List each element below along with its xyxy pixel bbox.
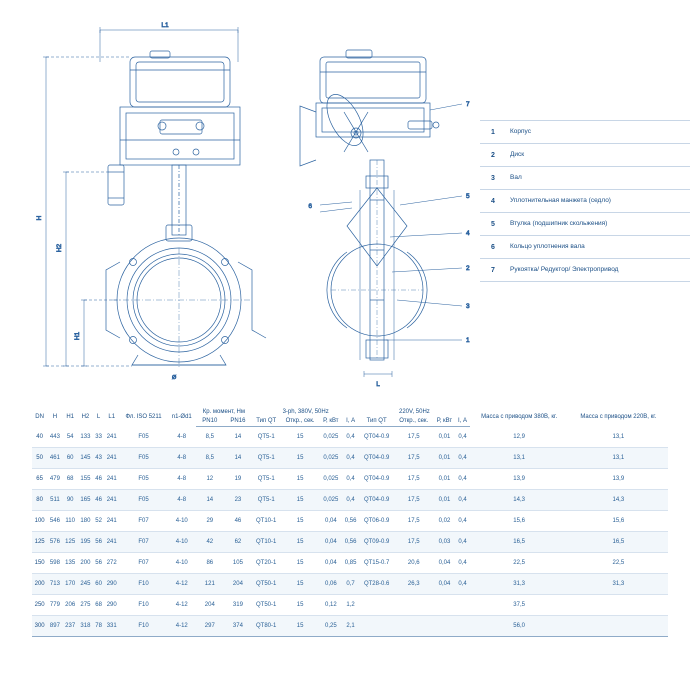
callout-7: 7 [466,101,470,108]
cell-n1: 4-12 [168,574,196,595]
cell-pn16: 46 [224,511,252,532]
legend-item [480,236,690,259]
cell-pn16: 14 [224,448,252,469]
cell-l1: 241 [104,427,119,448]
cell-i-3ph: 1,2 [342,595,359,616]
legend-item [480,190,690,213]
specification-table [32,408,668,637]
cell-mass220: 16,5 [569,532,668,553]
table-row [32,595,668,616]
cell-n1: 4-12 [168,616,196,637]
th-h1: H1 [66,413,74,420]
cell-n1: 4-8 [168,490,196,511]
th-l: L [96,413,101,420]
cell-h: 897 [47,616,62,637]
th-l1: L1 [108,413,116,420]
cell-h2: 318 [78,616,93,637]
cell-otkr-3ph: 15 [280,427,319,448]
cell-l: 68 [93,595,104,616]
cell-h: 546 [47,511,62,532]
cell-flange: F05 [119,469,167,490]
cell-h2: 245 [78,574,93,595]
legend-number: 3 [491,174,495,182]
cell-otkr-3ph: 15 [280,448,319,469]
cell-pn16: 204 [224,574,252,595]
legend [480,120,690,282]
legend-number: 7 [491,266,495,274]
dim-H-label: H [36,215,43,221]
cell-otkr-220 [394,595,433,616]
cell-dn: 65 [32,469,47,490]
cell-qt-3ph: QT20-1 [252,553,280,574]
cell-dn: 50 [32,448,47,469]
table-row [32,511,668,532]
cell-pn16: 14 [224,427,252,448]
cell-otkr-220: 26,3 [394,574,433,595]
cell-flange: F07 [119,553,167,574]
cell-pn10: 29 [196,511,224,532]
cell-p-3ph: 0,04 [320,532,342,553]
cell-pn10: 42 [196,532,224,553]
legend-label: Вал [510,173,522,181]
cell-p-220 [433,616,455,637]
cell-h1: 110 [63,511,78,532]
cell-p-3ph: 0,025 [320,448,342,469]
cell-dn: 100 [32,511,47,532]
cell-mass380: 13,1 [470,448,569,469]
th-dn: DN [35,413,44,420]
dim-bottom-label: Ø [172,375,177,381]
cell-mass380: 22,5 [470,553,569,574]
cell-qt-3ph: QT5-1 [252,427,280,448]
cell-l1: 331 [104,616,119,637]
callout-1: 1 [466,337,470,344]
cell-flange: F07 [119,532,167,553]
cell-otkr-3ph: 15 [280,469,319,490]
cell-mass380: 37,5 [470,595,569,616]
cell-flange: F10 [119,574,167,595]
cell-qt-220: QT09-0.9 [359,532,394,553]
cell-h: 461 [47,448,62,469]
cell-mass380: 14,3 [470,490,569,511]
cell-otkr-3ph: 15 [280,532,319,553]
cell-h1: 90 [63,490,78,511]
th-mass380: Масса с приводом 380В, кг. [481,413,558,420]
cell-mass220: 22,5 [569,553,668,574]
cell-p-3ph: 0,04 [320,553,342,574]
cell-i-220 [456,595,470,616]
cell-pn10: 12 [196,469,224,490]
table-row [32,553,668,574]
cell-h: 576 [47,532,62,553]
legend-number: 1 [491,128,495,136]
th-h2: H2 [81,413,90,420]
cell-l: 56 [93,532,104,553]
legend-label: Корпус [510,127,531,135]
cell-l: 52 [93,511,104,532]
cell-i-220: 0,4 [456,469,470,490]
cell-pn10: 8,5 [196,427,224,448]
cell-mass380: 13,9 [470,469,569,490]
cell-h2: 165 [78,490,93,511]
cell-dn: 150 [32,553,47,574]
cell-qt-3ph: QT10-1 [252,511,280,532]
cell-l1: 241 [104,511,119,532]
cell-dn: 300 [32,616,47,637]
cell-h1: 54 [63,427,78,448]
cell-qt-220: QT06-0.9 [359,511,394,532]
cell-h2: 133 [78,427,93,448]
cell-p-3ph: 0,025 [320,490,342,511]
cell-p-220: 0,04 [433,574,455,595]
dim-L1-label: L1 [161,22,169,29]
cell-p-220: 0,01 [433,427,455,448]
cell-l: 60 [93,574,104,595]
cell-dn: 80 [32,490,47,511]
cell-p-220: 0,03 [433,532,455,553]
cell-i-220: 0,4 [456,553,470,574]
cell-mass220: 13,1 [569,448,668,469]
cell-qt-3ph: QT5-1 [252,448,280,469]
cell-flange: F05 [119,448,167,469]
cell-p-220: 0,01 [433,469,455,490]
cell-i-3ph: 0,4 [342,448,359,469]
th-pn10: PN10 [196,417,224,427]
cell-i-220 [456,616,470,637]
cell-otkr-220: 17,5 [394,469,433,490]
cell-p-220: 0,01 [433,490,455,511]
cell-pn10: 297 [196,616,224,637]
cell-dn: 40 [32,427,47,448]
legend-label: Кольцо уплотнения вала [510,242,585,250]
cell-pn10: 8,5 [196,448,224,469]
cell-otkr-220: 20,6 [394,553,433,574]
cell-mass380: 16,5 [470,532,569,553]
legend-label: Втулка (подшипник скольжения) [510,219,608,227]
cell-mass380: 15,6 [470,511,569,532]
table-row [32,448,668,469]
cell-n1: 4-8 [168,448,196,469]
cell-h1: 170 [63,574,78,595]
cell-h1: 135 [63,553,78,574]
cell-p-3ph: 0,025 [320,427,342,448]
table-row [32,616,668,637]
cell-h: 779 [47,595,62,616]
table-row [32,574,668,595]
cell-l: 46 [93,490,104,511]
cell-mass220: 31,3 [569,574,668,595]
th-flange: Фл. ISO 5211 [125,413,162,420]
cell-qt-220: QT04-0.9 [359,490,394,511]
th-pkvt-220: Р, кВт [433,417,455,427]
cell-i-220: 0,4 [456,574,470,595]
cell-flange: F05 [119,490,167,511]
cell-mass220: 13,9 [569,469,668,490]
legend-number: 5 [491,220,495,228]
cell-l1: 241 [104,532,119,553]
cell-mass220 [569,595,668,616]
legend-item [480,120,690,144]
cell-l1: 241 [104,469,119,490]
cell-flange: F05 [119,427,167,448]
cell-i-220: 0,4 [456,448,470,469]
th-torque-group: Кр. момент, Нм [202,409,246,415]
cell-p-220 [433,595,455,616]
table-row [32,427,668,448]
cell-qt-220: QT04-0.9 [359,469,394,490]
cell-mass220 [569,616,668,637]
cell-h1: 237 [63,616,78,637]
th-n1: n1-Ød1 [171,413,192,420]
cell-otkr-220 [394,616,433,637]
cell-qt-220: QT04-0.9 [359,448,394,469]
cell-h: 511 [47,490,62,511]
legend-number: 4 [491,197,495,205]
cell-l1: 290 [104,595,119,616]
table-header-group-row [32,408,668,417]
th-otkr-220: Откр., сек. [394,417,433,427]
cell-p-3ph: 0,025 [320,469,342,490]
cell-h1: 68 [63,469,78,490]
cell-l: 56 [93,553,104,574]
cell-i-3ph: 0,85 [342,553,359,574]
cell-otkr-220: 17,5 [394,490,433,511]
th-pn16: PN16 [224,417,252,427]
cell-i-3ph: 2,1 [342,616,359,637]
cell-mass380: 56,0 [470,616,569,637]
cell-flange: F07 [119,511,167,532]
cell-h2: 180 [78,511,93,532]
cell-qt-3ph: QT10-1 [252,532,280,553]
th-ia-220: I, А [456,417,470,427]
cell-l: 43 [93,448,104,469]
cell-mass220: 13,1 [569,427,668,448]
cell-i-220: 0,4 [456,490,470,511]
cell-n1: 4-10 [168,532,196,553]
cell-otkr-3ph: 15 [280,511,319,532]
table-row [32,469,668,490]
cell-h: 479 [47,469,62,490]
cell-mass220: 15,6 [569,511,668,532]
cell-mass380: 31,3 [470,574,569,595]
cell-otkr-3ph: 15 [280,490,319,511]
cell-n1: 4-8 [168,427,196,448]
cell-mass380: 12,9 [470,427,569,448]
cell-otkr-3ph: 15 [280,553,319,574]
th-ia-3ph: I, А [342,417,359,427]
cell-pn16: 62 [224,532,252,553]
th-mass220: Масса с приводом 220В, кг. [580,413,657,420]
dim-H2-label: H2 [56,243,63,253]
cell-pn16: 105 [224,553,252,574]
legend-number: 6 [491,243,495,251]
cell-qt-220 [359,616,394,637]
cell-otkr-220: 17,5 [394,511,433,532]
cell-h: 443 [47,427,62,448]
callout-2: 2 [466,265,470,272]
cell-h1: 125 [63,532,78,553]
th-h: H [52,413,58,420]
th-otkr-3ph: Откр., сек. [280,417,319,427]
cell-i-3ph: 0,56 [342,532,359,553]
cell-otkr-220: 17,5 [394,532,433,553]
cell-qt-3ph: QT50-1 [252,574,280,595]
cell-qt-3ph: QT50-1 [252,595,280,616]
cell-qt-220 [359,595,394,616]
cell-n1: 4-8 [168,469,196,490]
th-tip-qt-220: Тип QT [359,417,394,427]
legend-label: Рукоятка/ Редуктор/ Электропривод [510,265,619,273]
cell-pn16: 319 [224,595,252,616]
cell-n1: 4-12 [168,595,196,616]
cell-l1: 272 [104,553,119,574]
cell-otkr-3ph: 15 [280,574,319,595]
cell-otkr-3ph: 15 [280,616,319,637]
cell-mass220: 14,3 [569,490,668,511]
cell-qt-220: QT04-0.9 [359,427,394,448]
cell-pn10: 204 [196,595,224,616]
callout-6: 6 [308,203,312,210]
cell-otkr-3ph: 15 [280,595,319,616]
cell-p-3ph: 0,12 [320,595,342,616]
cell-pn10: 86 [196,553,224,574]
cell-l1: 241 [104,490,119,511]
table-body [32,427,668,637]
cell-flange: F10 [119,616,167,637]
cell-l: 33 [93,427,104,448]
cell-qt-3ph: QT5-1 [252,469,280,490]
cell-i-3ph: 0,4 [342,469,359,490]
cell-h: 713 [47,574,62,595]
cell-p-220: 0,04 [433,553,455,574]
legend-item [480,213,690,236]
cell-pn10: 14 [196,490,224,511]
cell-h2: 155 [78,469,93,490]
cell-p-3ph: 0,04 [320,511,342,532]
dim-L-label: L [376,381,380,388]
callout-5: 5 [466,193,470,200]
cell-qt-3ph: QT80-1 [252,616,280,637]
legend-item [480,259,690,282]
cell-pn16: 23 [224,490,252,511]
cell-dn: 125 [32,532,47,553]
cell-otkr-220: 17,5 [394,448,433,469]
cell-h: 598 [47,553,62,574]
cell-p-3ph: 0,06 [320,574,342,595]
cell-l: 78 [93,616,104,637]
cell-i-220: 0,4 [456,511,470,532]
cell-l1: 241 [104,448,119,469]
cell-flange: F10 [119,595,167,616]
legend-number: 2 [491,151,495,159]
cell-pn10: 121 [196,574,224,595]
cell-i-3ph: 0,56 [342,511,359,532]
cell-h1: 206 [63,595,78,616]
cell-h2: 195 [78,532,93,553]
callout-4: 4 [466,230,470,237]
cell-i-3ph: 0,4 [342,427,359,448]
legend-item [480,167,690,190]
cell-i-220: 0,4 [456,427,470,448]
cell-n1: 4-10 [168,511,196,532]
cell-pn16: 19 [224,469,252,490]
cell-n1: 4-10 [168,553,196,574]
legend-label: Диск [510,150,525,158]
table-row [32,532,668,553]
cell-dn: 200 [32,574,47,595]
cell-dn: 250 [32,595,47,616]
th-tip-qt-3ph: Тип QT [252,417,280,427]
cell-h2: 200 [78,553,93,574]
cell-qt-220: QT15-0.7 [359,553,394,574]
cell-qt-220: QT28-0.6 [359,574,394,595]
dim-H1-label: H1 [74,331,81,341]
th-220-group: 220V, 50Hz [398,409,430,415]
cell-i-220: 0,4 [456,532,470,553]
cell-p-3ph: 0,25 [320,616,342,637]
cell-p-220: 0,02 [433,511,455,532]
cell-otkr-220: 17,5 [394,427,433,448]
cell-h2: 275 [78,595,93,616]
legend-item [480,144,690,167]
th-pkvt-3ph: Р, кВт [320,417,342,427]
legend-label: Уплотнительная манжета (седло) [510,196,611,204]
cell-qt-3ph: QT5-1 [252,490,280,511]
callout-3: 3 [466,303,470,310]
cell-i-3ph: 0,4 [342,490,359,511]
th-3ph-group: 3-ph, 380V, 50Hz [282,409,329,415]
cell-l1: 290 [104,574,119,595]
cell-h2: 145 [78,448,93,469]
cell-pn16: 374 [224,616,252,637]
table-row [32,490,668,511]
cell-i-3ph: 0,7 [342,574,359,595]
cell-h1: 60 [63,448,78,469]
cell-l: 46 [93,469,104,490]
cell-p-220: 0,01 [433,448,455,469]
